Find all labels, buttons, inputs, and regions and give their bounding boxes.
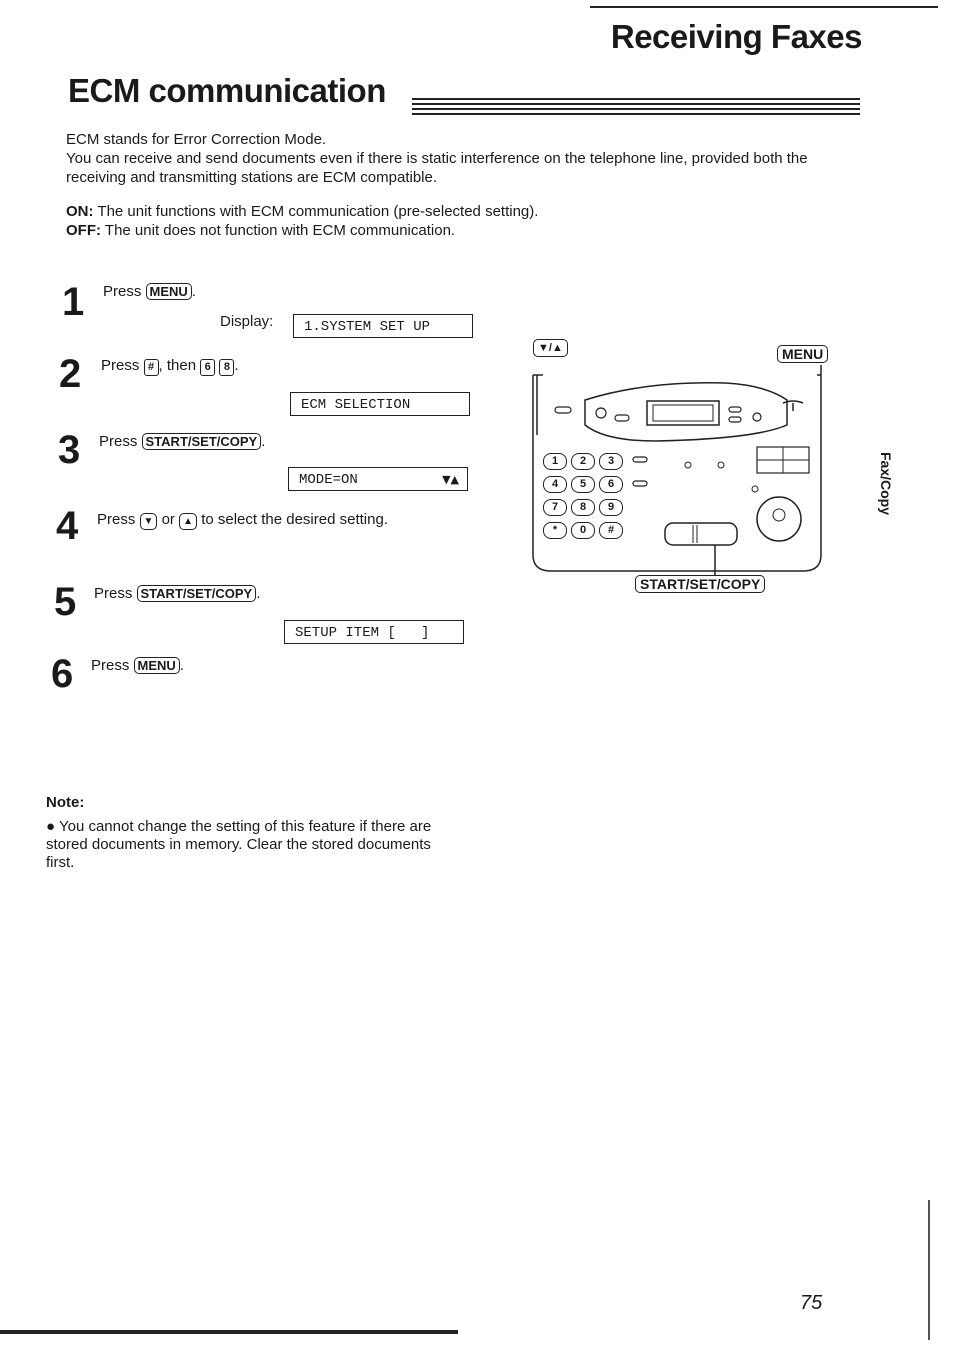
step-4-or: or [161, 511, 175, 528]
display-mode-text: MODE=ON [299, 472, 358, 488]
title-rule [412, 108, 860, 110]
title-rule [412, 98, 860, 100]
keypad [543, 453, 643, 539]
step-3-instruction [99, 432, 265, 452]
header-rule [590, 6, 938, 8]
menu-label: MENU [777, 345, 828, 363]
step-4-number: 4 [56, 504, 79, 548]
start-set-copy-label: START/SET/COPY [635, 575, 765, 593]
option-on [66, 202, 686, 221]
menu-key: MENU [146, 283, 192, 300]
keypad-key: # [599, 522, 623, 539]
step-6-suffix: . [179, 657, 184, 674]
display-mode-on [288, 467, 468, 491]
fax-panel-diagram [525, 335, 835, 595]
display-arrows: ▼▲ [442, 473, 459, 486]
keypad-key: 3 [599, 453, 623, 470]
page-number: 75 [800, 1292, 823, 1314]
keypad-key: 0 [571, 522, 595, 539]
note-text: You cannot change the setting of this feature if there are stored documents in memory. Clear the stored documents first. [46, 818, 432, 871]
menu-key: MENU [134, 657, 180, 674]
keypad-key: 8 [571, 499, 595, 516]
step-1-instruction [103, 282, 196, 302]
side-tab: Fax/Copy [878, 452, 894, 516]
intro-line-2: You can receive and send documents even if there is static interference on the telephone line, provided both the receiving and transmitting stations are ECM compatible. [66, 150, 808, 186]
start-set-copy-key: START/SET/COPY [142, 433, 262, 450]
up-arrow-key: ▲ [179, 513, 197, 530]
right-rule [928, 1200, 930, 1340]
option-off-text: The unit does not function with ECM communication. [104, 222, 456, 239]
keypad-key: 4 [543, 476, 567, 493]
keypad-key: 5 [571, 476, 595, 493]
key-6: 6 [200, 359, 215, 376]
key-8: 8 [219, 359, 234, 376]
step-1-suffix: . [191, 283, 196, 300]
step-2-then: , then [158, 357, 197, 374]
step-6-instruction [91, 656, 184, 676]
chapter-title: Receiving Faxes [610, 18, 862, 55]
option-off-label: OFF: [66, 222, 101, 239]
intro-line-1: ECM stands for Error Correction Mode. [66, 131, 327, 148]
step-2-press: Press [101, 357, 140, 374]
keypad-key: 1 [543, 453, 567, 470]
display-setup-item: SETUP ITEM [ ] [284, 620, 464, 644]
arrow-keys-label: ▼/▲ [533, 339, 568, 357]
option-off [66, 221, 686, 240]
display-ecm-selection: ECM SELECTION [290, 392, 470, 416]
step-5-suffix: . [256, 585, 261, 602]
step-1-press: Press [103, 283, 142, 300]
step-6-number: 6 [51, 652, 74, 696]
step-4-press: Press [97, 511, 136, 528]
step-5-number: 5 [54, 580, 77, 624]
keypad-key: 9 [599, 499, 623, 516]
hash-key: # [144, 359, 159, 376]
option-on-text: The unit functions with ECM communication (pre-selected setting). [97, 203, 539, 220]
step-4-instruction [97, 510, 388, 530]
keypad-key: 6 [599, 476, 623, 493]
intro-text [66, 130, 856, 187]
display-label: Display: [220, 313, 274, 330]
step-2-suffix: . [234, 357, 239, 374]
note-title: Note: [46, 794, 85, 811]
step-5-press: Press [94, 585, 133, 602]
option-on-label: ON: [66, 203, 94, 220]
step-2-instruction [101, 356, 239, 376]
start-set-copy-key: START/SET/COPY [137, 585, 257, 602]
note-body [46, 818, 446, 872]
step-1-number: 1 [62, 280, 85, 324]
keypad-key: 2 [571, 453, 595, 470]
keypad-key: * [543, 522, 567, 539]
step-3-number: 3 [58, 428, 81, 472]
bottom-rule [0, 1330, 458, 1334]
title-rule [412, 103, 860, 105]
keypad-key: 7 [543, 499, 567, 516]
section-title: ECM communication [68, 72, 386, 109]
step-3-suffix: . [261, 433, 266, 450]
step-6-press: Press [91, 657, 130, 674]
bullet-icon: ● [46, 818, 56, 835]
step-2-number: 2 [59, 352, 82, 396]
options-text [66, 202, 686, 240]
title-rule [412, 113, 860, 115]
step-4-text: to select the desired setting. [201, 511, 388, 528]
step-3-press: Press [99, 433, 138, 450]
step-5-instruction [94, 584, 260, 604]
display-system-set-up: 1.SYSTEM SET UP [293, 314, 473, 338]
down-arrow-key: ▼ [140, 513, 158, 530]
